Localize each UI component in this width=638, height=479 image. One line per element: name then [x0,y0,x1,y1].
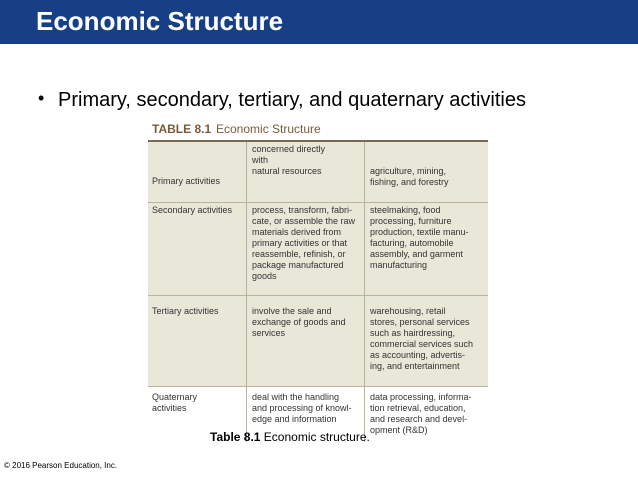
table-row [148,203,488,295]
column-divider [246,142,247,442]
economic-structure-table [148,118,488,435]
title-bar [0,0,638,44]
table-row [148,142,488,203]
activity-cell: Tertiary activities [152,306,219,316]
table-name: Economic Structure [216,122,321,136]
description-cell: involve the sale and exchange of goods and services [252,306,346,338]
table-row [148,295,488,387]
activity-cell: Secondary activities [152,205,233,215]
examples-cell: agriculture, mining, fishing, and forestry [370,166,449,187]
bullet-item [38,88,602,112]
caption-text: Economic structure. [260,430,370,444]
activity-cell: Primary activities [152,176,221,186]
description-cell: concerned directly with natural resources [252,144,326,176]
examples-cell: warehousing, retail stores, personal services such as hairdressing, commercial services such as accounting, advertis- ing, and entertainment [370,306,474,371]
caption-label: Table 8.1 [210,430,261,444]
copyright-notice: © 2016 Pearson Education, Inc. [4,461,118,470]
table-caption [210,430,550,444]
column-divider [364,142,365,442]
table-number: TABLE 8.1 [152,122,212,136]
activity-cell: Quaternary activities [152,392,198,413]
examples-cell: steelmaking, food processing, furniture production, textile manu- facturing, automobile assembly, and garment manufacturing [370,205,469,270]
examples-cell: data processing, informa- tion retrieval, education, and research and devel- opment (R&D) [370,392,472,435]
description-cell: deal with the handling and processing of knowl- edge and information [252,392,352,424]
bullet-text: Primary, secondary, tertiary, and quaternary activities [58,89,526,111]
slide-title: Economic Structure [36,6,284,36]
description-cell: process, transform, fabri- cate, or assemble the raw materials derived from primary activities or that reassemble, refinish, or package manufactured goods [252,205,356,281]
table-title-row [148,118,488,142]
bullet-marker: • [38,88,45,108]
